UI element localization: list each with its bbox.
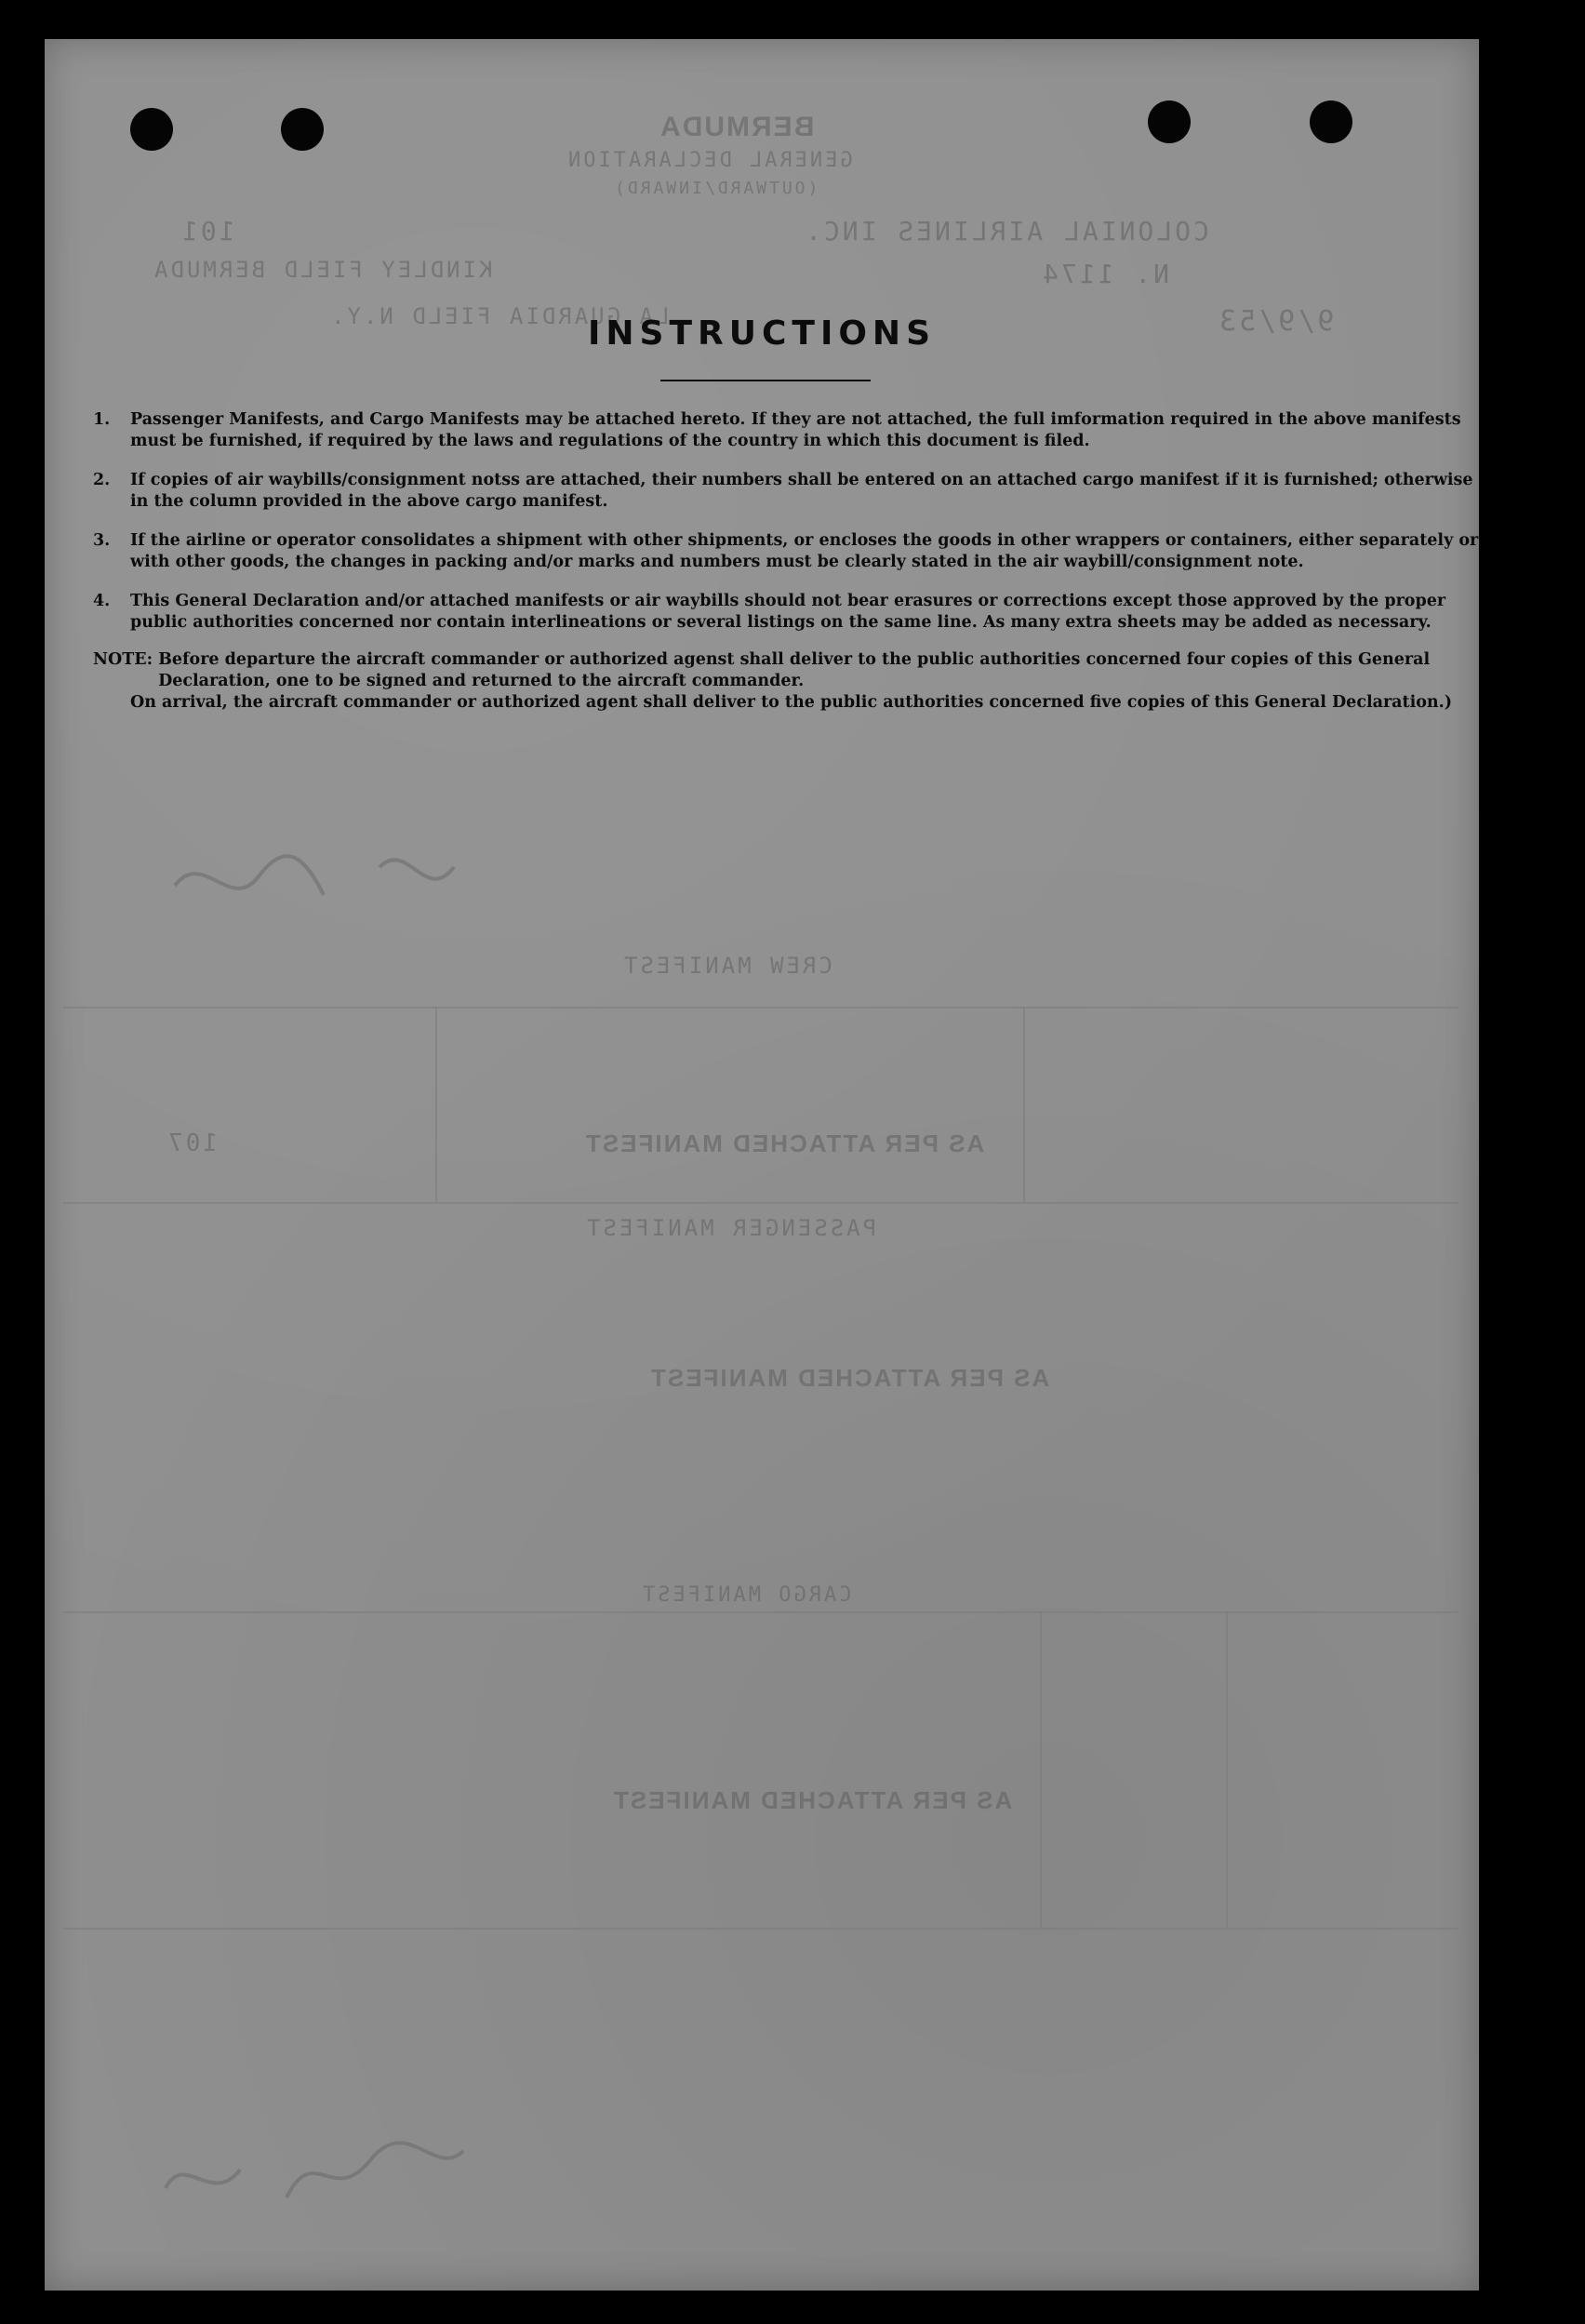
instruction-text: This General Declaration and/or attached manifests or air waybills should not bear erasures or corrections except those approved by the proper public authorities concerned nor contain interlineations or several listings on the same line. As many extra sheets may be added as necessary. xyxy=(130,592,1446,632)
instruction-number: 3. xyxy=(93,531,111,550)
show-through-operator: COLONIAL AIRLINES INC. xyxy=(803,216,1209,247)
punch-hole-mid-right xyxy=(1148,100,1191,143)
show-through-as-per-manifest-3: AS PER ATTACHED MANIFEST xyxy=(612,1786,1013,1814)
punch-hole-left xyxy=(130,108,173,151)
show-through-date: 9/9/53 xyxy=(1217,305,1335,338)
show-through-crew-manifest: CREW MANIFEST xyxy=(621,953,832,979)
punch-hole-right xyxy=(1310,100,1352,143)
show-through-as-per-manifest-1: AS PER ATTACHED MANIFEST xyxy=(584,1129,985,1157)
show-through-rule xyxy=(1040,1611,1042,1928)
show-through-route-1: KINDLEY FIELD BERMUDA xyxy=(152,257,493,283)
instruction-number: 1. xyxy=(93,410,111,429)
note-block-arrival xyxy=(93,692,1488,714)
show-through-rule xyxy=(1226,1611,1228,1928)
show-through-rule xyxy=(1023,1007,1025,1202)
show-through-cargo-manifest: CARGO MANIFEST xyxy=(640,1583,852,1607)
show-through-rule xyxy=(63,1202,1458,1204)
note-label: NOTE: xyxy=(93,650,153,669)
note-text-arrival: On arrival, the aircraft commander or authorized agent shall deliver to the public authorities concerned five copies of this General Declaration.) xyxy=(130,693,1453,712)
show-through-flight-no: 101 xyxy=(180,216,235,247)
show-through-rule xyxy=(63,1007,1458,1008)
note-block xyxy=(93,649,1488,692)
document-page xyxy=(45,39,1479,2291)
instruction-text: If copies of air waybills/consignment notss are attached, their numbers shall be entered on an attached cargo manifest if it is furnished; otherwise in the column provided in the above cargo manifest. xyxy=(130,471,1473,511)
instruction-text: Passenger Manifests, and Cargo Manifests may be attached hereto. If they are not attached, the full imformation required in the above manifests must be furnished, if required by the laws and regulations of the country in which this document is filed. xyxy=(130,410,1461,450)
show-through-heading-3: (OUTWARD/INWARD) xyxy=(612,179,819,198)
show-through-aircraft: N. 1174 xyxy=(1040,259,1170,289)
show-through-signature-bottom xyxy=(156,2123,473,2225)
show-through-passenger-manifest: PASSENGER MANIFEST xyxy=(584,1215,877,1241)
show-through-rule xyxy=(435,1007,437,1202)
show-through-heading-1: BERMUDA xyxy=(659,112,815,142)
instruction-item xyxy=(93,591,1488,634)
show-through-count: 107 xyxy=(166,1129,218,1157)
show-through-rule xyxy=(1477,76,1479,1472)
instruction-number: 2. xyxy=(93,471,111,489)
note-text: Before departure the aircraft commander or authorized agenst shall deliver to the public authorities concerned four copies of this General Declaration, one to be signed and returned to the aircraft commander. xyxy=(158,650,1431,690)
instructions-list xyxy=(93,409,1488,714)
punch-hole-mid-left xyxy=(281,108,324,151)
instruction-item xyxy=(93,470,1488,513)
title-underline xyxy=(660,380,871,381)
show-through-route-2: LA GUARDIA FIELD N.Y. xyxy=(328,303,670,329)
instruction-text: If the airline or operator consolidates a shipment with other shipments, or encloses the goods in other wrappers or containers, either separately or with other goods, the changes in packing and/or marks and numbers must be clearly stated in the air waybill/consignment note. xyxy=(130,531,1479,571)
show-through-heading-2: GENERAL DECLARATION xyxy=(566,149,853,172)
show-through-signature-top xyxy=(166,830,473,932)
instruction-item xyxy=(93,530,1488,573)
page-title: INSTRUCTIONS xyxy=(588,314,936,353)
show-through-as-per-manifest-2: AS PER ATTACHED MANIFEST xyxy=(649,1364,1050,1392)
instruction-item xyxy=(93,409,1488,452)
instruction-number: 4. xyxy=(93,592,111,610)
show-through-rule xyxy=(63,1611,1458,1613)
show-through-rule xyxy=(63,1928,1458,1930)
